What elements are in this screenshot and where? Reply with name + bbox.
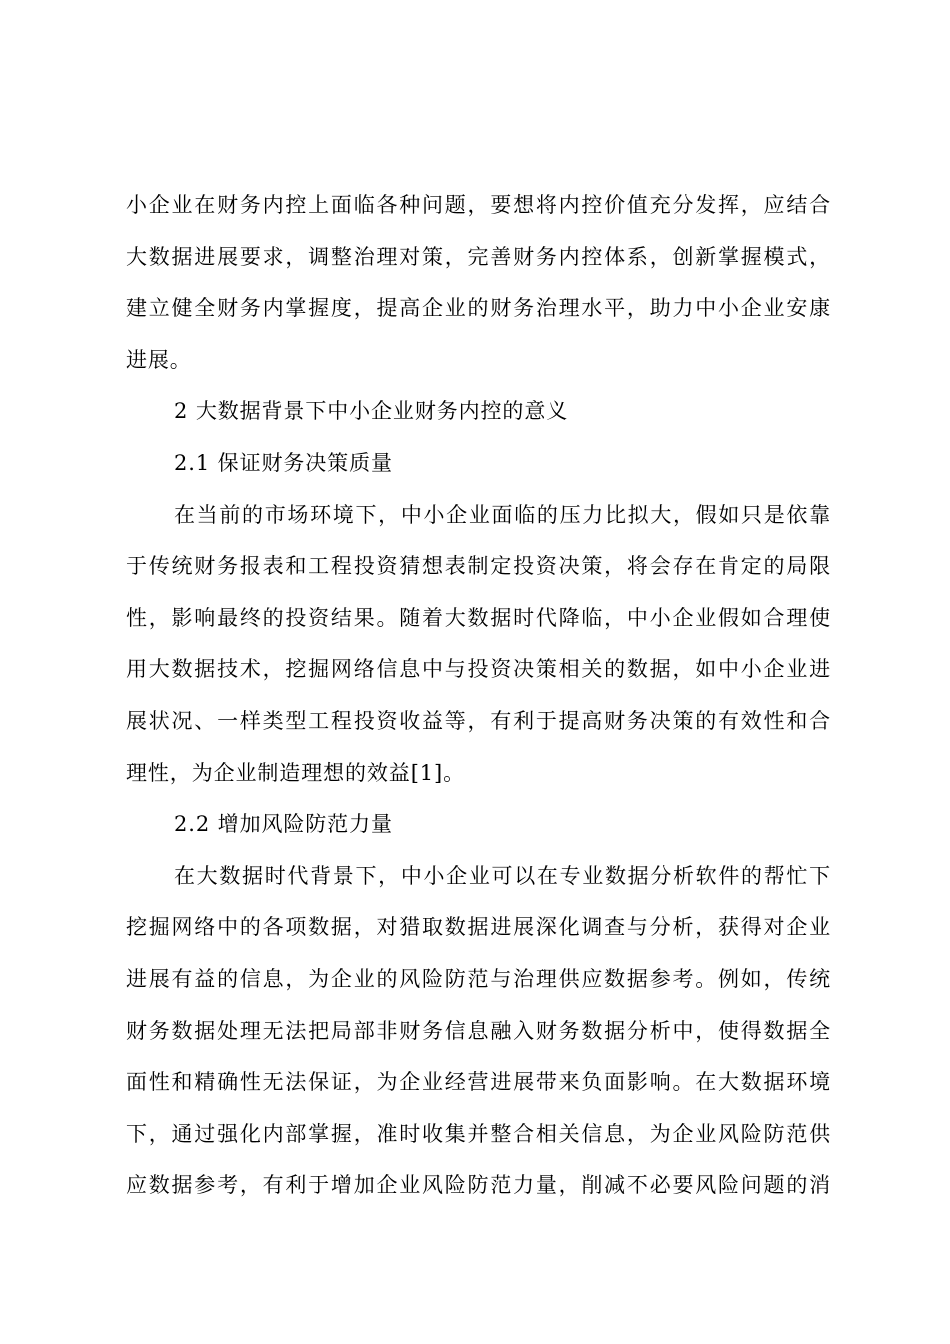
document-body — [126, 180, 831, 1212]
text-line: 进展有益的信息，为企业的风险防范与治理供应数据参考。例如，传统 — [126, 966, 831, 991]
text-line: 下，通过强化内部掌握，准时收集并整合相关信息，为企业风险防范供 — [126, 1121, 831, 1146]
subsection-heading: 2.1 保证财务决策质量 — [174, 450, 393, 475]
text-line: 用大数据技术，挖掘网络信息中与投资决策相关的数据，如中小企业进 — [126, 657, 831, 682]
text-line: 应数据参考，有利于增加企业风险防范力量，削减不必要风险问题的消 — [126, 1173, 831, 1198]
text-line: 小企业在财务内控上面临各种问题，要想将内控价值充分发挥，应结合 — [126, 193, 831, 217]
text-line: 于传统财务报表和工程投资猜想表制定投资决策，将会存在肯定的局限 — [126, 554, 831, 579]
text-line: 大数据进展要求，调整治理对策，完善财务内控体系，创新掌握模式， — [126, 244, 831, 269]
text-line: 挖掘网络中的各项数据，对猎取数据进展深化调查与分析，获得对企业 — [126, 915, 831, 940]
text-line: 财务数据处理无法把局部非财务信息融入财务数据分析中，使得数据全 — [126, 1018, 831, 1043]
text-line: 理性，为企业制造理想的效益[1]。 — [126, 760, 466, 785]
section-heading: 2 大数据背景下中小企业财务内控的意义 — [174, 399, 569, 424]
text-line: 面性和精确性无法保证，为企业经营进展带来负面影响。在大数据环境 — [126, 1070, 831, 1095]
text-line: 在大数据时代背景下，中小企业可以在专业数据分析软件的帮忙下 — [174, 863, 831, 888]
text-line: 进展。 — [126, 347, 192, 372]
text-line: 性，影响最终的投资结果。随着大数据时代降临，中小企业假如合理使 — [126, 605, 831, 630]
text-line: 建立健全财务内掌握度，提高企业的财务治理水平，助力中小企业安康 — [126, 296, 831, 321]
text-line: 在当前的市场环境下，中小企业面临的压力比拟大，假如只是依靠 — [174, 502, 831, 527]
subsection-heading: 2.2 增加风险防范力量 — [174, 812, 393, 837]
text-line: 展状况、一样类型工程投资收益等，有利于提高财务决策的有效性和合 — [126, 708, 831, 733]
